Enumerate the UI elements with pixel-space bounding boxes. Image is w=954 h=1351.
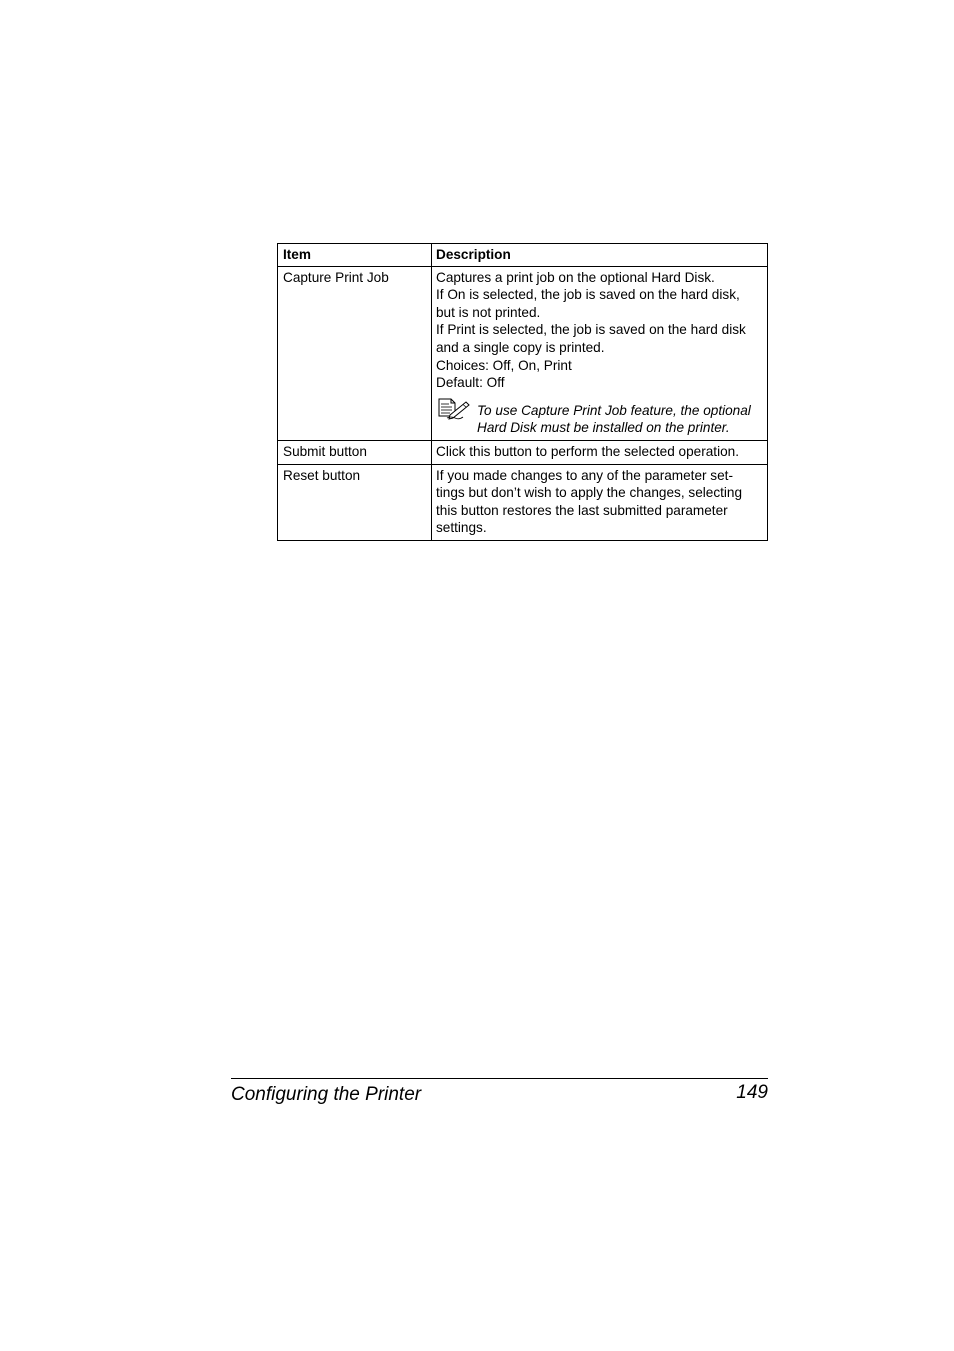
- description-line: If On is selected, the job is saved on the hard disk,: [436, 287, 740, 303]
- row-item-label: Capture Print Job: [278, 266, 432, 440]
- header-description: Description: [432, 244, 768, 267]
- description-line: settings.: [436, 520, 487, 536]
- table-row-reset-button: [278, 464, 768, 540]
- description-line: If Print is selected, the job is saved on the hard disk: [436, 322, 746, 338]
- row-item-label: Submit button: [278, 440, 432, 464]
- note-line: Hard Disk must be installed on the printer.: [477, 420, 730, 436]
- row-description: [432, 440, 768, 464]
- footer-chapter-title: Configuring the Printer: [231, 1084, 422, 1105]
- note-box: [436, 402, 764, 437]
- row-description: [432, 266, 768, 440]
- table-header-row: [278, 244, 768, 267]
- description-line: tings but don’t wish to apply the changes, selecting: [436, 485, 743, 501]
- note-line: To use Capture Print Job feature, the optional: [477, 402, 751, 418]
- footer-divider: [231, 1078, 768, 1079]
- row-description: [432, 464, 768, 540]
- description-line: Captures a print job on the optional Hard Disk.: [436, 269, 715, 285]
- description-line: this button restores the last submitted parameter: [436, 502, 728, 518]
- footer-page-number: 149: [736, 1082, 768, 1103]
- note-pencil-icon: [437, 398, 471, 420]
- parameter-table: [277, 243, 768, 541]
- table-row-submit-button: [278, 440, 768, 464]
- description-line: Choices: Off, On, Print: [436, 357, 572, 373]
- description-line: and a single copy is printed.: [436, 339, 605, 355]
- table-row-capture-print-job: [278, 266, 768, 440]
- description-line: Default: Off: [436, 375, 505, 391]
- description-line: Click this button to perform the selected operation.: [436, 443, 739, 459]
- row-item-label: Reset button: [278, 464, 432, 540]
- header-item: Item: [278, 244, 432, 267]
- description-line: but is not printed.: [436, 304, 541, 320]
- description-line: If you made changes to any of the parameter set-: [436, 467, 733, 483]
